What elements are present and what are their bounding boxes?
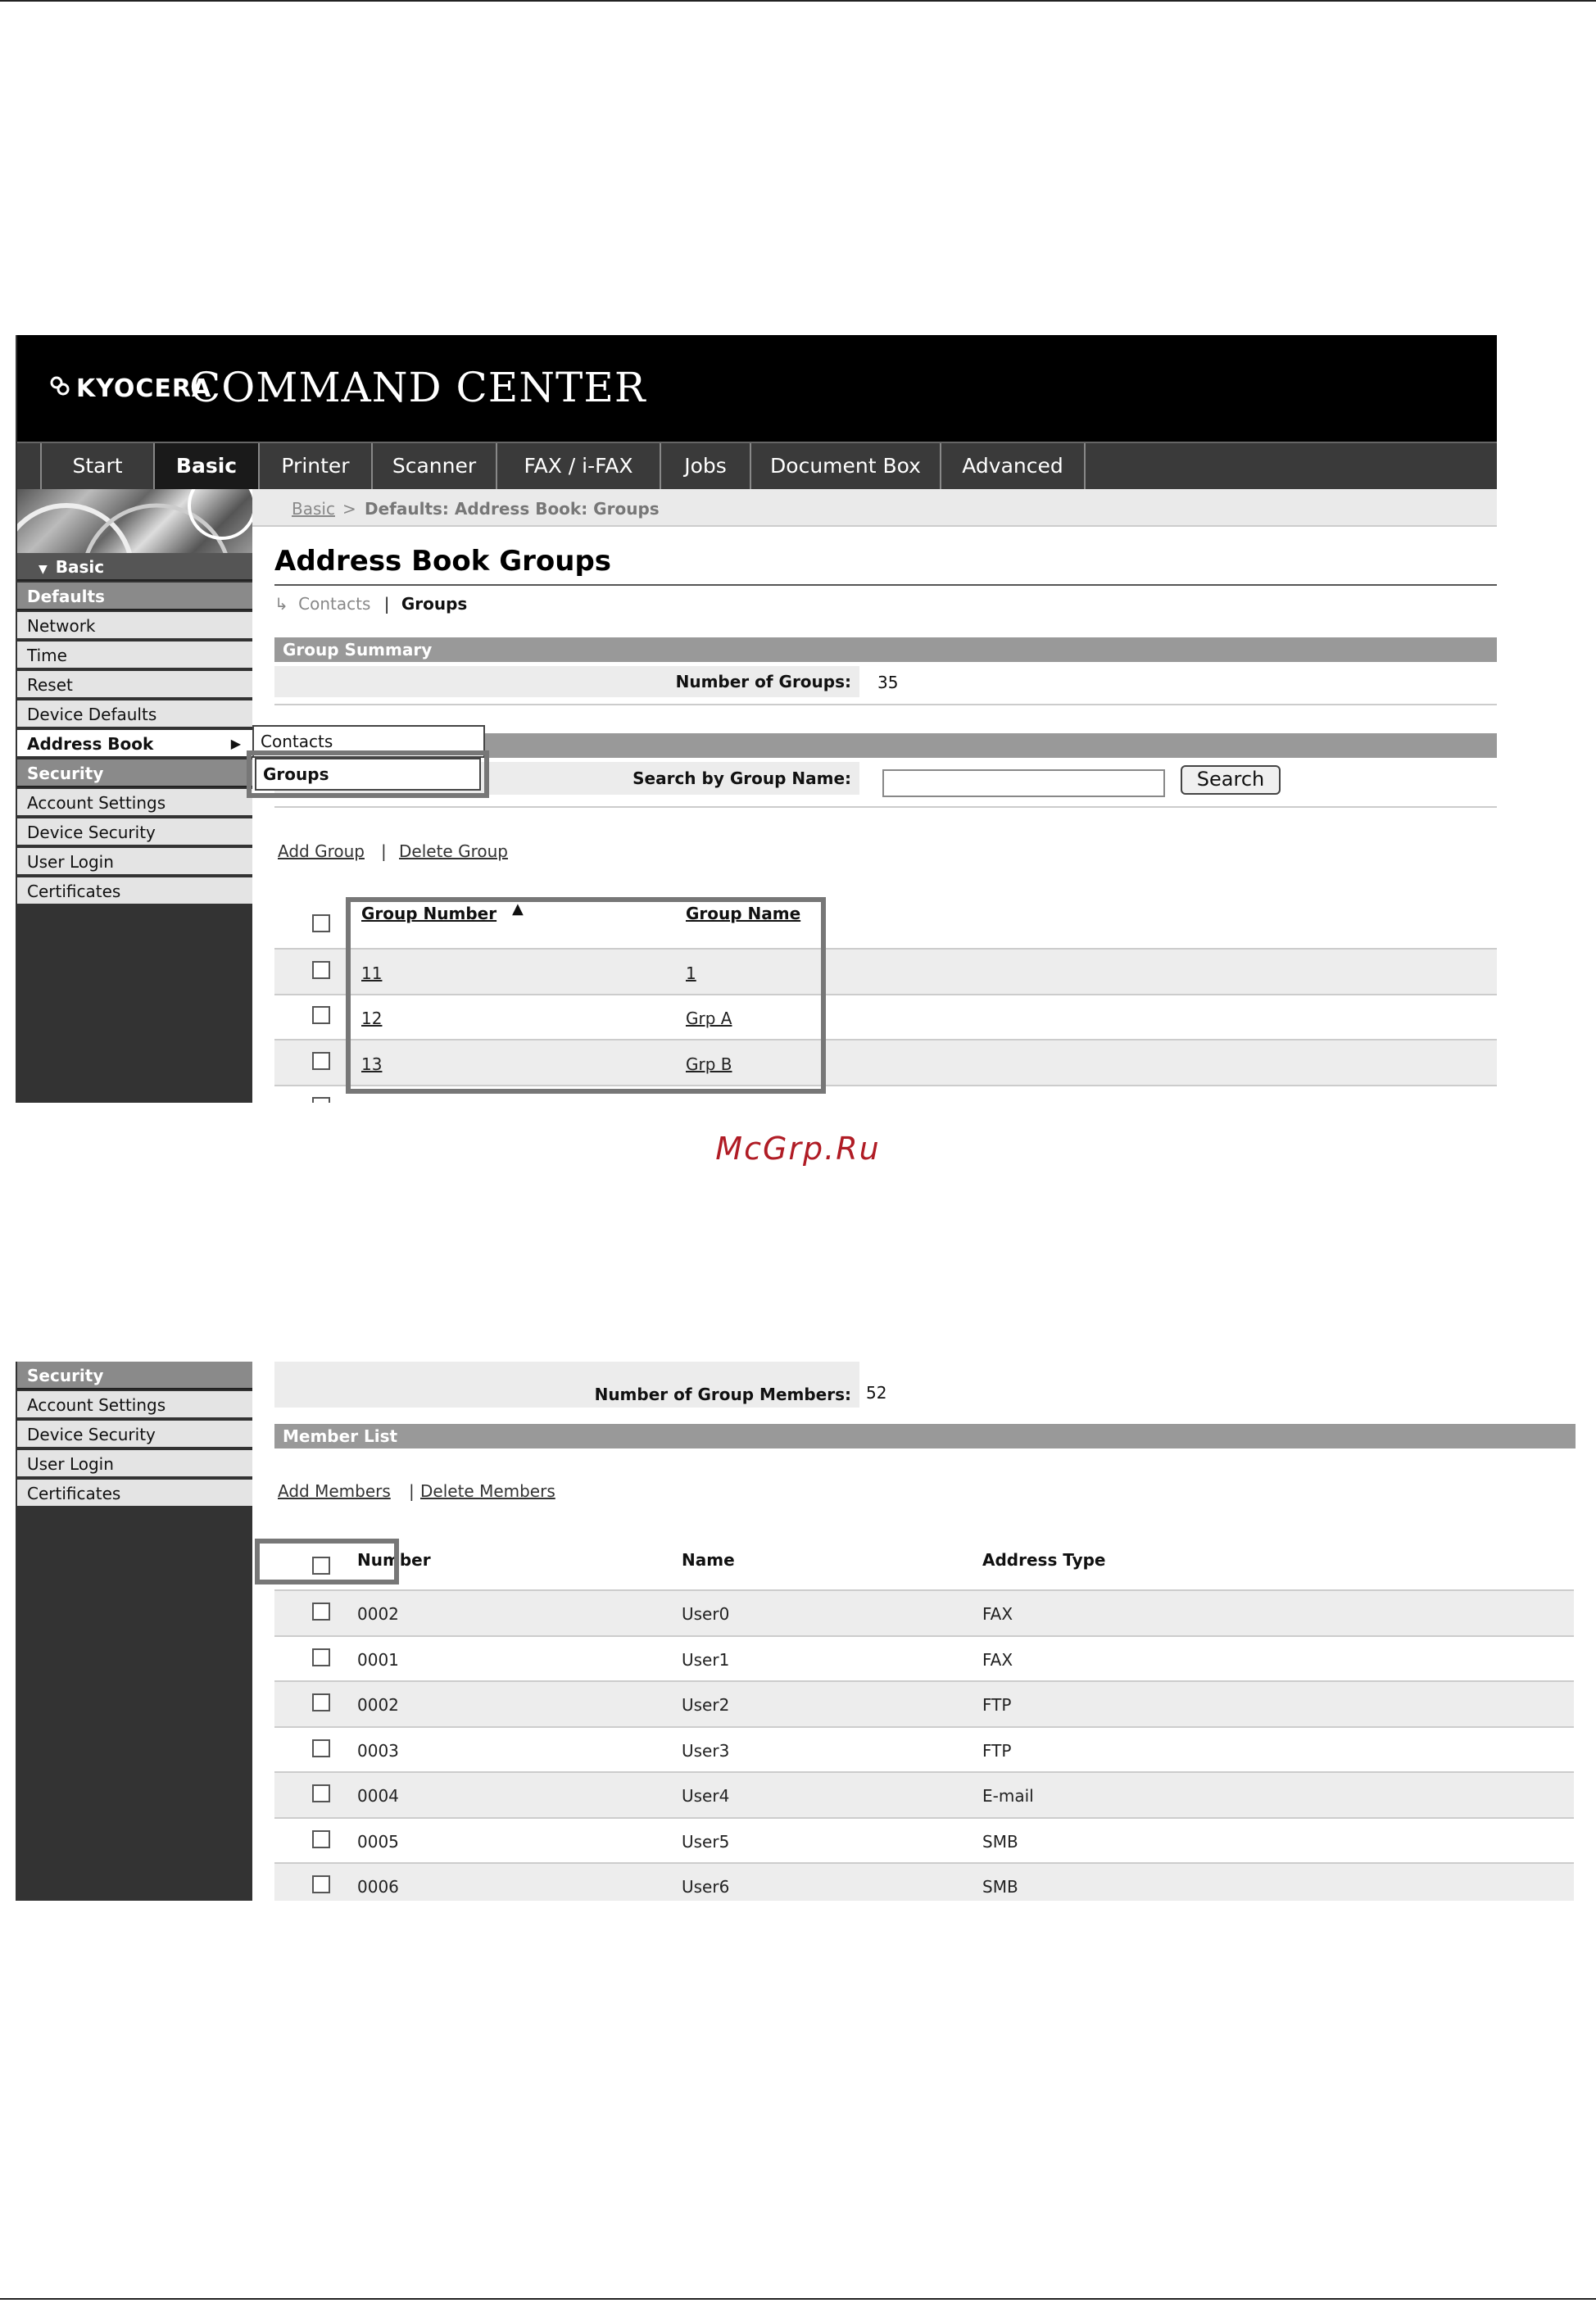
group-name-link[interactable]: 1 bbox=[686, 963, 696, 983]
caret-right-icon: ▶ bbox=[230, 736, 241, 751]
name-header: Name bbox=[682, 1550, 735, 1570]
sidebar-item-certificates[interactable]: Certificates bbox=[17, 877, 252, 905]
sidebar-decorative-image bbox=[17, 489, 252, 553]
number-header: Number bbox=[357, 1550, 431, 1570]
sidebar-item-certificates[interactable]: Certificates bbox=[17, 1480, 252, 1507]
row-checkbox[interactable] bbox=[312, 961, 330, 979]
kyocera-logo-icon bbox=[48, 374, 71, 397]
sidebar-header-label: Basic bbox=[55, 557, 105, 577]
member-number: 0005 bbox=[357, 1832, 399, 1852]
search-by-group-name-label: Search by Group Name: bbox=[274, 762, 859, 795]
sidebar-item-network[interactable]: Network bbox=[17, 612, 252, 640]
sidebar-item-device-security[interactable]: Device Security bbox=[17, 1421, 252, 1448]
sidebar-header[interactable] bbox=[17, 553, 252, 581]
member-number: 0006 bbox=[357, 1877, 399, 1897]
breadcrumb-root-link[interactable]: Basic bbox=[292, 499, 335, 519]
page-title: Address Book Groups bbox=[274, 545, 612, 578]
member-address-type: SMB bbox=[982, 1832, 1018, 1852]
tab-advanced[interactable]: Advanced bbox=[941, 443, 1086, 489]
number-of-group-members-label: Number of Group Members: bbox=[274, 1362, 859, 1408]
tab-document-box[interactable]: Document Box bbox=[751, 443, 941, 489]
sidebar-item-device-security[interactable]: Device Security bbox=[17, 818, 252, 846]
group-name-link[interactable]: Grp B bbox=[686, 1054, 732, 1074]
sidebar-item-label: Address Book bbox=[27, 734, 154, 754]
member-list-header: Member List bbox=[274, 1424, 1576, 1448]
row-checkbox[interactable] bbox=[312, 1648, 330, 1666]
member-name: User4 bbox=[682, 1786, 730, 1806]
groups-table-highlight-frame bbox=[346, 897, 826, 1094]
table-row bbox=[274, 1682, 1574, 1726]
group-members-screenshot bbox=[16, 1362, 1576, 1901]
search-button[interactable]: Search bbox=[1181, 765, 1281, 795]
member-name: User6 bbox=[682, 1877, 730, 1897]
row-checkbox[interactable] bbox=[312, 1875, 330, 1893]
number-of-group-members-value: 52 bbox=[866, 1383, 887, 1403]
header-banner bbox=[17, 335, 1497, 442]
breadcrumb-separator: > bbox=[342, 499, 356, 519]
group-number-link[interactable]: 13 bbox=[361, 1054, 383, 1074]
number-of-groups-label: Number of Groups: bbox=[274, 666, 859, 697]
row-checkbox[interactable] bbox=[312, 1097, 330, 1103]
group-name-header[interactable]: Group Name bbox=[686, 904, 801, 923]
row-checkbox[interactable] bbox=[312, 1006, 330, 1024]
tab-fax[interactable]: FAX / i-FAX bbox=[497, 443, 661, 489]
group-number-header[interactable]: Group Number bbox=[361, 904, 497, 923]
group-number-link[interactable]: 12 bbox=[361, 1009, 383, 1028]
flyout-item-contacts[interactable]: Contacts bbox=[252, 725, 485, 758]
member-address-type: SMB bbox=[982, 1877, 1018, 1897]
breadcrumb bbox=[252, 489, 1497, 527]
member-address-type: FTP bbox=[982, 1741, 1012, 1761]
sidebar-item-account-settings[interactable]: Account Settings bbox=[17, 1391, 252, 1419]
member-address-type: FAX bbox=[982, 1604, 1013, 1624]
add-group-link[interactable]: Add Group bbox=[278, 841, 365, 861]
member-name: User0 bbox=[682, 1604, 730, 1624]
table-row bbox=[274, 1864, 1574, 1901]
sidebar-item-device-defaults[interactable]: Device Defaults bbox=[17, 700, 252, 728]
tab-scanner[interactable]: Scanner bbox=[373, 443, 497, 489]
group-number-link[interactable]: 11 bbox=[361, 963, 383, 983]
member-number: 0001 bbox=[357, 1650, 399, 1670]
subnav-separator: | bbox=[383, 594, 390, 614]
group-summary-header: Group Summary bbox=[274, 637, 1497, 662]
sort-ascending-icon[interactable]: ▲ bbox=[512, 900, 524, 918]
sidebar-item-user-login[interactable]: User Login bbox=[17, 848, 252, 876]
address-type-header: Address Type bbox=[982, 1550, 1106, 1570]
action-separator: | bbox=[409, 1481, 415, 1501]
sidebar bbox=[17, 489, 252, 1103]
row-divider bbox=[274, 704, 1497, 705]
row-divider bbox=[274, 1817, 1574, 1819]
row-checkbox[interactable] bbox=[312, 1784, 330, 1802]
select-all-highlight-frame bbox=[255, 1539, 399, 1584]
watermark: McGrp.Ru bbox=[715, 1131, 881, 1167]
sidebar-item-address-book[interactable] bbox=[17, 730, 252, 758]
main-nav bbox=[17, 442, 1497, 489]
row-divider bbox=[274, 1726, 1574, 1728]
brand-logo: KYOCERA bbox=[76, 374, 212, 403]
flyout-item-groups[interactable]: Groups bbox=[255, 758, 481, 791]
member-name: User1 bbox=[682, 1650, 730, 1670]
sidebar-item-user-login[interactable]: User Login bbox=[17, 1450, 252, 1478]
select-all-checkbox[interactable] bbox=[312, 914, 330, 932]
subnav-contacts-link[interactable]: Contacts bbox=[298, 594, 371, 614]
subnav bbox=[274, 594, 467, 614]
group-name-link[interactable]: Grp A bbox=[686, 1009, 732, 1028]
delete-group-link[interactable]: Delete Group bbox=[399, 841, 508, 861]
table-row bbox=[274, 1773, 1574, 1817]
member-name: User5 bbox=[682, 1832, 730, 1852]
add-members-link[interactable]: Add Members bbox=[278, 1481, 391, 1501]
page-bottom-rule bbox=[0, 2298, 1596, 2300]
row-checkbox[interactable] bbox=[312, 1830, 330, 1848]
title-divider bbox=[274, 584, 1497, 586]
sidebar-item-time[interactable]: Time bbox=[17, 641, 252, 669]
nav-spacer bbox=[17, 443, 42, 489]
row-checkbox[interactable] bbox=[312, 1693, 330, 1711]
subnav-arrow-icon: ↳ bbox=[274, 594, 288, 614]
tab-jobs[interactable]: Jobs bbox=[661, 443, 751, 489]
sidebar bbox=[17, 1362, 252, 1901]
member-name: User3 bbox=[682, 1741, 730, 1761]
sidebar-item-account-settings[interactable]: Account Settings bbox=[17, 789, 252, 817]
number-of-groups-value: 35 bbox=[877, 673, 899, 692]
page-top-rule bbox=[0, 0, 1596, 2]
tab-printer[interactable]: Printer bbox=[260, 443, 373, 489]
member-name: User2 bbox=[682, 1695, 730, 1715]
address-book-groups-screenshot bbox=[16, 335, 1497, 1103]
member-number: 0002 bbox=[357, 1695, 399, 1715]
table-row bbox=[274, 1591, 1574, 1635]
subnav-groups-current: Groups bbox=[401, 594, 468, 614]
member-address-type: FTP bbox=[982, 1695, 1012, 1715]
action-separator: | bbox=[381, 841, 387, 861]
sidebar-item-reset[interactable]: Reset bbox=[17, 671, 252, 699]
row-checkbox[interactable] bbox=[312, 1603, 330, 1621]
tab-basic[interactable]: Basic bbox=[155, 443, 260, 489]
breadcrumb-current: Defaults: Address Book: Groups bbox=[365, 499, 660, 519]
groups-highlight-frame bbox=[247, 750, 489, 798]
delete-members-link[interactable]: Delete Members bbox=[420, 1481, 555, 1501]
row-divider bbox=[274, 1635, 1574, 1637]
row-checkbox[interactable] bbox=[312, 1739, 330, 1757]
search-input[interactable] bbox=[882, 769, 1165, 797]
member-number: 0002 bbox=[357, 1604, 399, 1624]
row-checkbox[interactable] bbox=[312, 1052, 330, 1070]
member-address-type: FAX bbox=[982, 1650, 1013, 1670]
member-address-type: E-mail bbox=[982, 1786, 1034, 1806]
app-title: COMMAND CENTER bbox=[189, 364, 646, 411]
member-number: 0003 bbox=[357, 1741, 399, 1761]
sidebar-section-security: Security bbox=[17, 759, 252, 787]
sidebar-section-defaults: Defaults bbox=[17, 583, 252, 610]
row-divider bbox=[274, 806, 1497, 808]
triangle-down-icon: ▼ bbox=[39, 563, 48, 576]
tab-start[interactable]: Start bbox=[42, 443, 155, 489]
member-number: 0004 bbox=[357, 1786, 399, 1806]
sidebar-section-security: Security bbox=[17, 1362, 252, 1390]
